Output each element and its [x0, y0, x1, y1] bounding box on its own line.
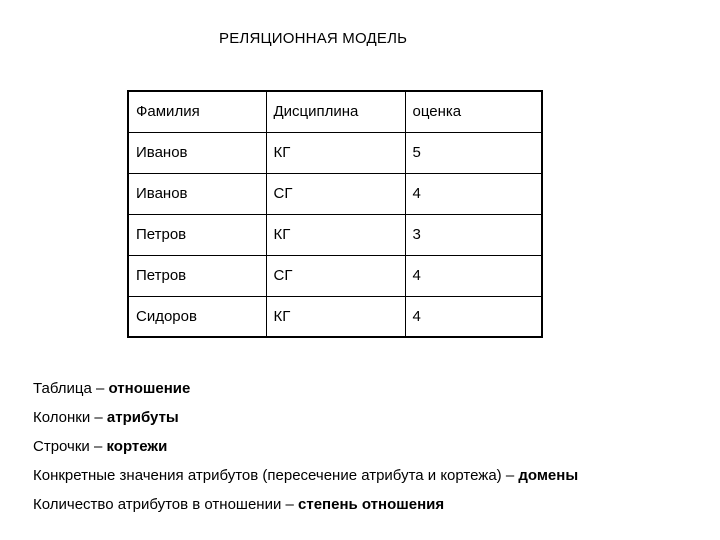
column-header-grade: оценка	[405, 91, 542, 132]
definition-degree	[33, 492, 578, 521]
definition-term: атрибуты	[106, 409, 179, 426]
table-cell: 4	[405, 173, 542, 214]
table-cell: Иванов	[128, 132, 266, 173]
table-cell: КГ	[266, 296, 405, 337]
definition-tuples	[33, 434, 578, 463]
column-header-discipline: Дисциплина	[266, 91, 405, 132]
definition-text: Строчки –	[33, 438, 107, 455]
table-cell: КГ	[266, 132, 405, 173]
table-row	[128, 296, 542, 337]
table-cell: Иванов	[128, 173, 266, 214]
definition-relation	[33, 376, 578, 405]
definition-term: отношение	[108, 380, 191, 397]
definition-domains	[33, 463, 578, 492]
table-cell: 4	[405, 255, 542, 296]
table-row	[128, 255, 542, 296]
definitions-list	[33, 376, 578, 521]
table-header-row	[128, 91, 542, 132]
table-row	[128, 132, 542, 173]
table-cell: 3	[405, 214, 542, 255]
table-cell: СГ	[266, 255, 405, 296]
definition-text: Конкретные значения атрибутов (пересечение атрибута и кортежа) –	[33, 467, 519, 484]
definition-term: степень отношения	[298, 496, 445, 513]
definition-text: Колонки –	[33, 409, 107, 426]
table-row	[128, 173, 542, 214]
table-cell: СГ	[266, 173, 405, 214]
definition-attributes	[33, 405, 578, 434]
column-header-surname: Фамилия	[128, 91, 266, 132]
relation-table	[127, 90, 543, 338]
page-title: РЕЛЯЦИОННАЯ МОДЕЛЬ	[219, 30, 408, 47]
table-cell: КГ	[266, 214, 405, 255]
definition-text: Таблица –	[33, 380, 109, 397]
table-cell: Петров	[128, 255, 266, 296]
definition-term: кортежи	[106, 438, 168, 455]
definition-term: домены	[518, 467, 579, 484]
definition-text: Количество атрибутов в отношении –	[33, 496, 299, 513]
table-cell: 5	[405, 132, 542, 173]
table-cell: Петров	[128, 214, 266, 255]
table-row	[128, 214, 542, 255]
table-cell: 4	[405, 296, 542, 337]
table-cell: Сидоров	[128, 296, 266, 337]
